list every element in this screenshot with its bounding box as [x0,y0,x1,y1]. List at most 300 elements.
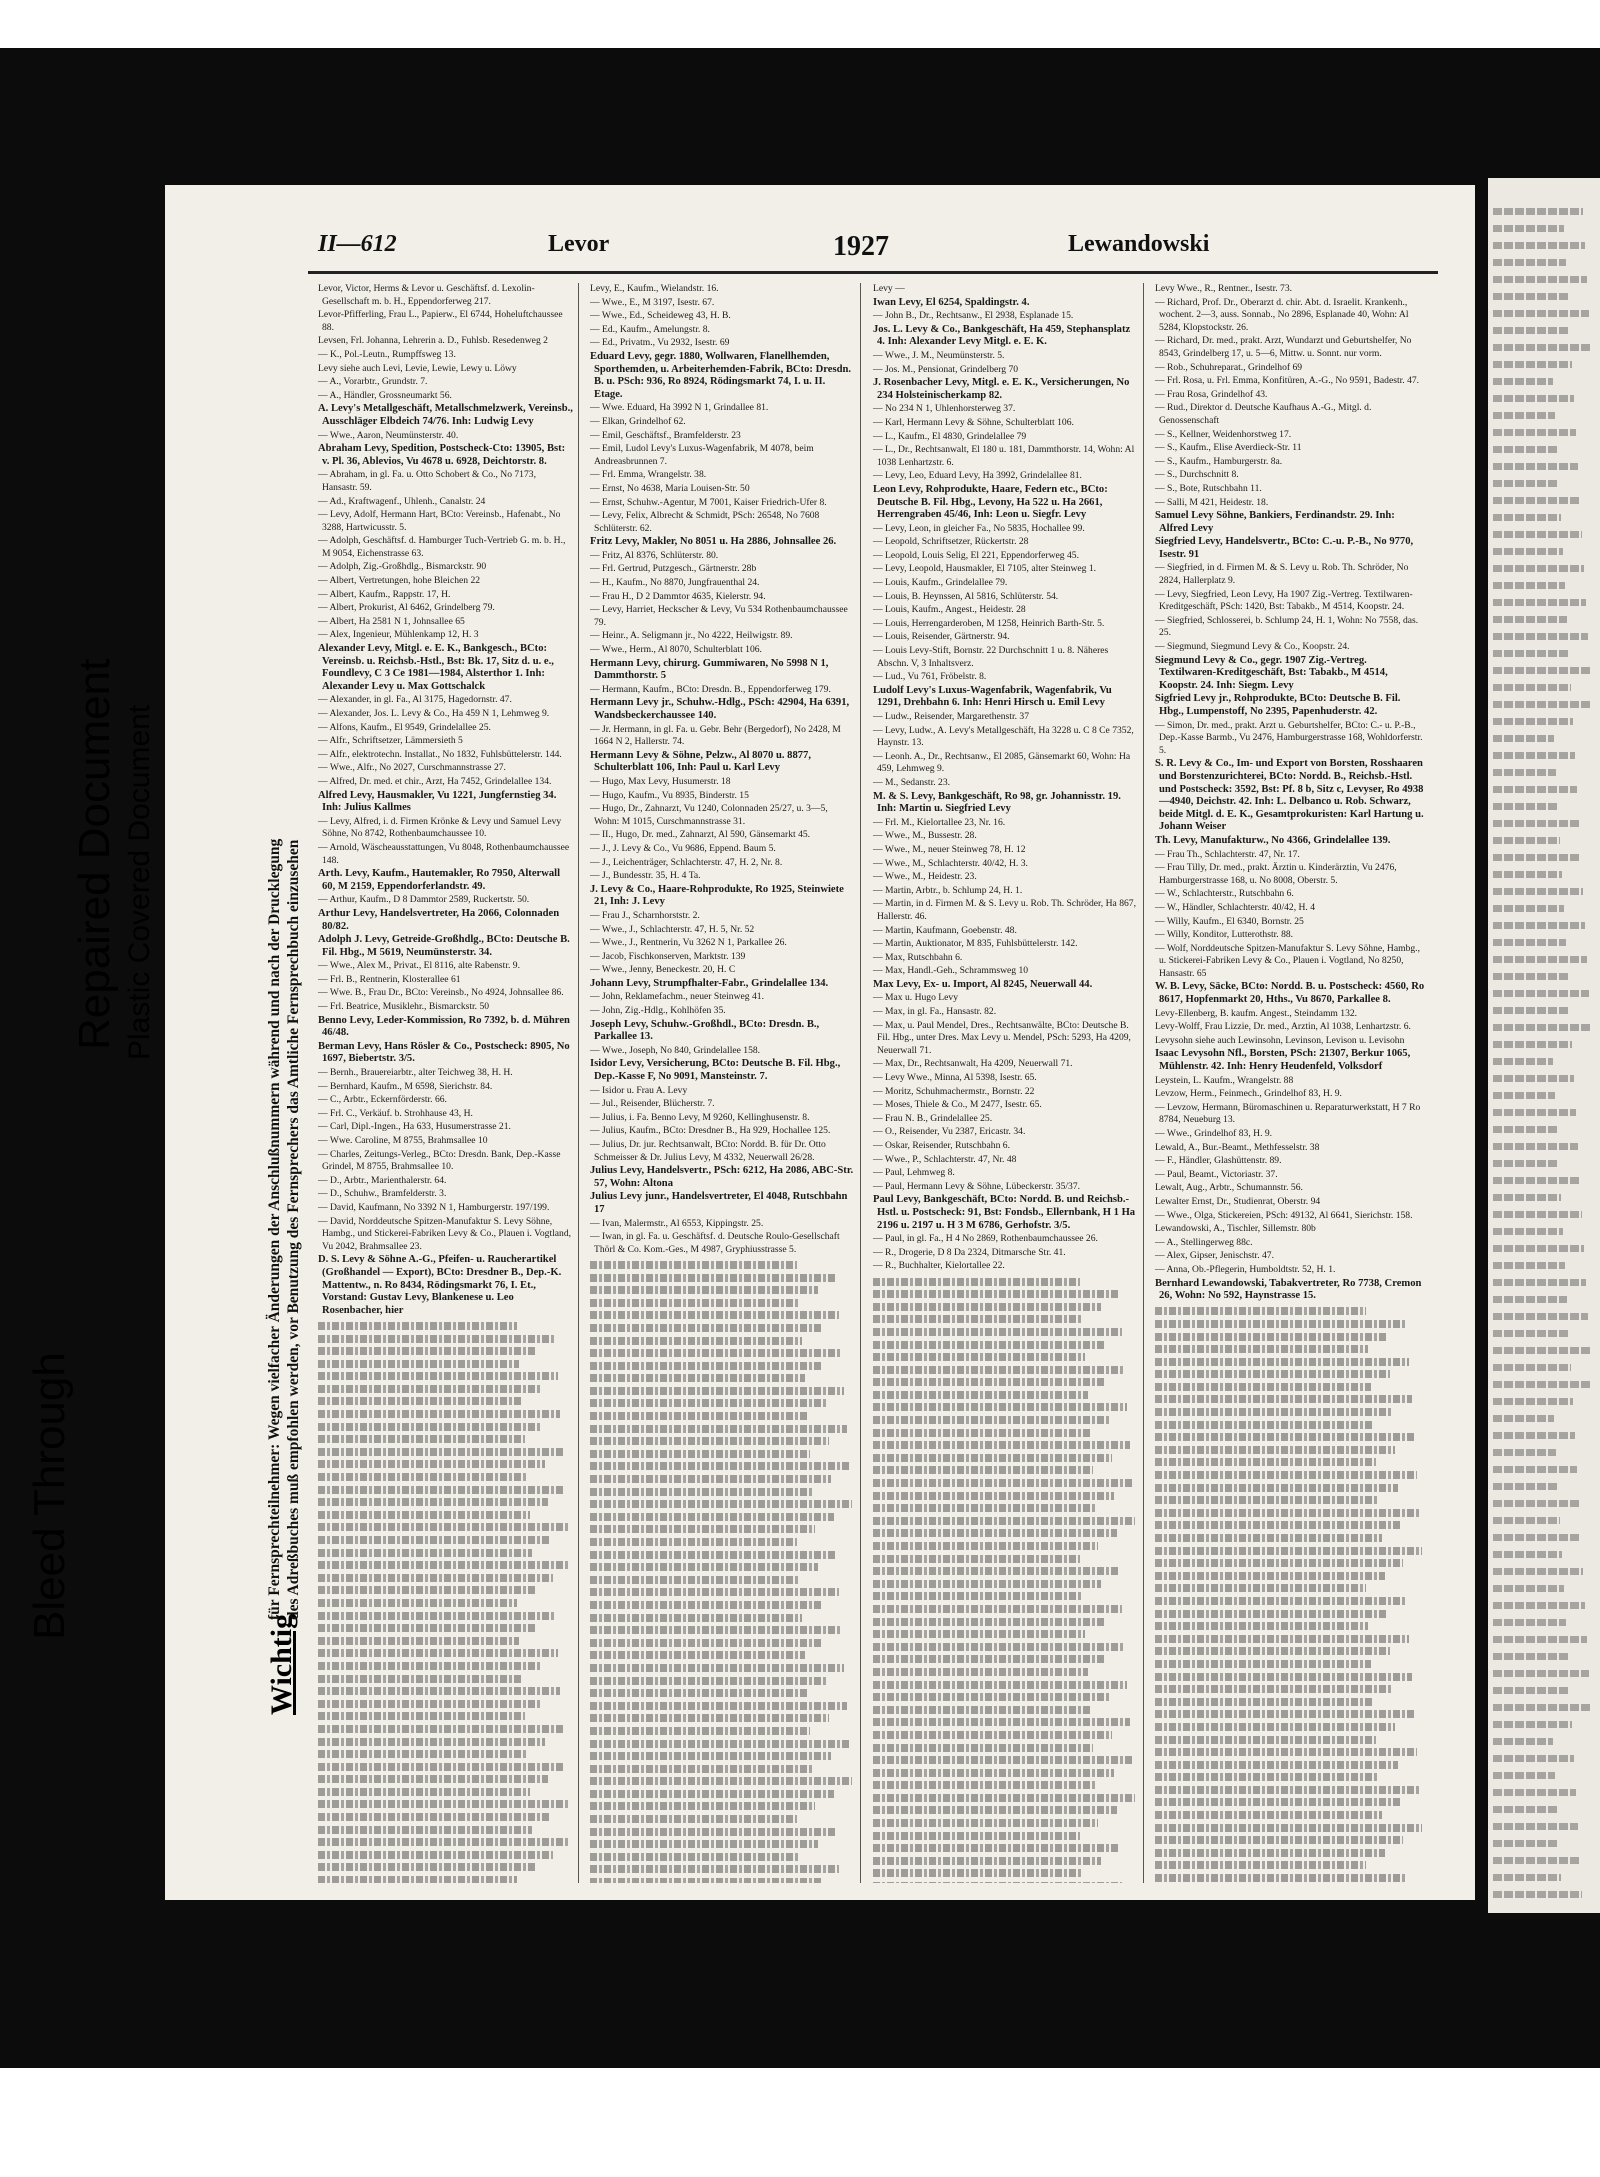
directory-entry: — Ernst, No 4638, Maria Louisen-Str. 50 [590,482,750,494]
facing-page-line [1493,310,1589,317]
facing-page-line [1493,1806,1557,1813]
directory-entry: Adolph J. Levy, Getreide-Großhdlg., BCto: Deutsche B. Fil. Hbg., M 5619, Neumünsterstr. 34. [318,934,570,958]
facing-page-line [1493,1024,1591,1031]
directory-entry: — Frau N. B., Grindelallee 25. [873,1112,993,1124]
directory-entry: Hermann Levy jr., Schuhw.-Hdlg., PSch: 42904, Ha 6391, Wandsbeckerchaussee 140. [590,697,850,721]
directory-entry: — Leonh. A., Dr., Rechtsanw., El 2085, Gänsemarkt 60, Wohn: Ha 459, Lehmweg 9. [873,750,1131,775]
facing-page-line [1493,548,1563,555]
directory-entry: — Heinr., A. Seligmann jr., No 4222, Heilwigstr. 89. [590,630,793,642]
directory-entry: — Willy, Konditor, Lutterothstr. 88. [1155,929,1294,941]
directory-entry: — Max, Handl.-Geh., Schrammsweg 10 [873,965,1029,977]
facing-page-line [1493,650,1569,657]
directory-entry: A. Levy's Metallgeschäft, Metallschmelzwerk, Vereinsb., Ausschläger Elbdeich 74/76. Inh: Ludwig Levy [318,403,573,427]
directory-entry: Samuel Levy Söhne, Bankiers, Ferdinandstr. 29. Inh: Alfred Levy [1155,510,1395,534]
directory-entry: — Julius, i. Fa. Benno Levy, M 9260, Kellinghusenstr. 8. [590,1111,810,1123]
facing-page-line [1493,701,1592,708]
directory-entry: — Paul, Hermann Levy & Söhne, Lübeckerstr. 35/37. [873,1180,1081,1192]
facing-page-edge [1488,178,1600,1913]
directory-entry: — Wwe., Aaron, Neumünsterstr. 40. [318,429,459,441]
facing-page-line [1493,1381,1592,1388]
directory-entry: — D., Arbtr., Marienthalerstr. 64. [318,1174,447,1186]
directory-entry: — Frau J., Scharnhorststr. 2. [590,909,700,921]
facing-page-line [1493,1602,1585,1609]
facing-page-line [1493,990,1589,997]
directory-entry: Jos. L. Levy & Co., Bankgeschäft, Ha 459, Stephansplatz 4. Inh: Alexander Levy Mitgl. e. E. K. [873,323,1131,348]
directory-entry: — Frl. C., Verkäuf. b. Strohhause 43, H. [318,1107,473,1119]
directory-entry: — Emil, Geschäftsf., Bramfelderstr. 23 [590,429,741,441]
directory-entry: — Hugo, Max Levy, Husumerstr. 18 [590,775,731,787]
facing-page-line [1493,735,1554,742]
directory-entry: — Arnold, Wäscheausstattungen, Vu 8048, Rothenbaumchaussee 148. [318,841,570,866]
directory-entry: — Paul, in gl. Fa., H 4 No 2869, Rothenbaumchaussee 26. [873,1233,1098,1245]
directory-entry: — Wwe., Joseph, No 840, Grindelallee 158. [590,1044,761,1056]
directory-entry: Levzow, Herm., Feinmech., Grindelhof 83, H. 9. [1155,1088,1342,1100]
directory-entry: — S., Durchschnitt 8. [1155,469,1239,481]
directory-entry: — O., Reisender, Vu 2387, Ericastr. 34. [873,1126,1026,1138]
directory-entry: — Levy, Felix, Albrecht & Schmidt, PSch: 26548, No 7608 Schlüterstr. 62. [590,510,820,534]
directory-entry: — Bernh., Brauereiarbtr., alter Teichweg 38, H. H. [318,1067,513,1079]
facing-page-line [1493,463,1578,470]
directory-entry: Levy Wwe., R., Rentner., Isestr. 73. [1155,283,1293,294]
facing-page-line [1493,242,1585,249]
facing-page-line [1493,667,1590,674]
directory-entry: Levy, E., Kaufm., Wielandstr. 16. [590,283,719,294]
facing-page-line [1493,1721,1572,1728]
facing-page-line [1493,1840,1559,1847]
directory-entry: — Siegfried, in d. Firmen M. & S. Levy u. Rob. Th. Schröder, No 2824, Hallerplatz 9. [1155,562,1409,587]
directory-entry: — Isidor u. Frau A. Levy [590,1084,688,1096]
directory-entry: — Hugo, Kaufm., Vu 8935, Binderstr. 15 [590,789,749,801]
facing-page-line [1493,1551,1562,1558]
directory-entry: — Louis, Kaufm., Grindelallee 79. [873,577,1008,589]
facing-page-line [1493,514,1561,521]
directory-entry: — Max u. Hugo Levy [873,992,958,1004]
facing-page-line [1493,1194,1561,1201]
directory-entry: — Wwe., E., M 3197, Isestr. 67. [590,296,715,308]
directory-entry: — Frl. Rosa, u. Frl. Emma, Konfitüren, A.-G., No 9591, Badestr. 47. [1155,375,1420,387]
facing-page-line [1493,1245,1584,1252]
directory-entry: — Frau Rosa, Grindelhof 43. [1155,388,1268,400]
directory-entry: Sigfried Levy jr., Rohprodukte, BCto: Deutsche B. Fil. Hbg., Lumpenstoff, No 2395, Papenhuderstr. 42. [1155,693,1401,717]
directory-entry: — Louis, Kaufm., Angest., Heidestr. 28 [873,604,1026,616]
facing-page-line [1493,531,1582,538]
facing-page-line [1493,1619,1566,1626]
directory-entry: Alexander Levy, Mitgl. e. E. K., Bankgesch., BCto: Vereinsb. u. Reichsb.-Hstl., Bst: Bk. 17, Sitz d. u. e., Foundlevy, C 3 Ce 1981—1984, Alsterthor 1. Inh: Alexander Levy u. Max Gottschalck [318,643,554,692]
directory-entry: Abraham Levy, Spedition, Postscheck-Cto: 13905, Bst: v. Pl. 36, Ablevios, Vu 4678 u. 6928, Deichtorstr. 8. [318,443,566,467]
directory-entry: — Rob., Schuhreparat., Grindelhof 69 [1155,361,1303,373]
directory-entry: — Alex, Ingenieur, Mühlenkamp 12, H. 3 [318,629,479,641]
directory-entry: — II., Hugo, Dr. med., Zahnarzt, Al 590, Gänsemarkt 45. [590,829,811,841]
directory-entry: — Louis, Reisender, Gärtnerstr. 94. [873,631,1010,643]
facing-page-line [1493,1449,1556,1456]
facing-page-line [1493,1228,1563,1235]
facing-page-line [1493,446,1557,453]
facing-page-line [1493,1126,1557,1133]
facing-page-line [1493,1347,1590,1354]
facing-page-line [1493,888,1583,895]
directory-entry: — Levy Wwe., Minna, Al 5398, Isestr. 65. [873,1072,1037,1084]
directory-entry: — Alfr., elektrotechn. Installat., No 1832, Fuhlsbüttelerstr. 144. [318,748,562,760]
directory-entry: — L., Kaufm., El 4830, Grindelallee 79 [873,430,1027,442]
facing-page-line [1493,1007,1570,1014]
directory-entry: Siegfried Levy, Handelsvertr., BCto: C.-u. P.-B., No 9770, Isestr. 91 [1155,536,1414,560]
directory-entry: — J., Leichenträger, Schlachterstr. 47, H. 2, Nr. 8. [590,856,783,868]
facing-page-line [1493,259,1566,266]
directory-entry: — J., Bundesstr. 35, H. 4 Ta. [590,870,701,882]
directory-entry: Paul Levy, Bankgeschäft, BCto: Nordd. B. und Reichsb.-Hstl. u. Postscheck: 91, Bst: Fondsb., Ellernbank, H 1 Ha 2196 u. 2197 u. H 3 M 6786, Gerhofstr. 3/5. [873,1194,1136,1231]
facing-page-line [1493,208,1583,215]
facing-page-line [1493,786,1577,793]
facing-page-line [1493,599,1586,606]
facing-page-line [1493,361,1572,368]
directory-entry: — John B., Dr., Rechtsanw., El 2938, Esplanade 15. [873,310,1074,322]
directory-entry: — Hugo, Dr., Zahnarzt, Vu 1240, Colonnaden 25/27, u. 3—5, Wohn: M 1015, Curschmannstrasse 31. [590,803,828,827]
facing-page-line [1493,803,1558,810]
directory-entry: — Wwe., M., neuer Steinweg 78, H. 12 [873,843,1026,855]
directory-entry: — No 234 N 1, Uhlenhorsterweg 37. [873,403,1016,415]
facing-page-line [1493,956,1587,963]
directory-entry: — Emil, Ludol Levy's Luxus-Wagenfabrik, M 4078, beim Andreasbrunnen 7. [590,443,814,467]
directory-entry: — S., Kaufm., Elise Averdieck-Str. 11 [1155,442,1302,454]
directory-entry: — Martin, Arbtr., b. Schlump 24, H. 1. [873,884,1023,896]
facing-page-line [1493,1279,1586,1286]
directory-entry: — Wwe., P., Schlachterstr. 47, Nr. 48 [873,1153,1017,1165]
directory-entry: Lewald, A., Bur.-Beamt., Methfesselstr. 38 [1155,1141,1320,1153]
notice-line: für Fernsprechteilnehmer: Wegen vielfacher Änderungen der Anschlußnummern während und nach der Drucklegung [266,838,283,1620]
vertical-notice [265,290,305,1720]
directory-entry: — Louis, B. Heynssen, Al 5816, Schlüterstr. 54. [873,590,1059,602]
directory-entry: — Levy, Ludw., A. Levy's Metallgeschäft, Ha 3228 u. C 8 Ce 7352, Haynstr. 13. [873,724,1134,749]
directory-entry: — Frau Tilly, Dr. med., prakt. Ärztin u. Kinderärztin, Vu 2476, Hamburgerstrasse 168, u. No 8008, Oberstr. 5. [1155,862,1397,886]
directory-entry: Lewalter Ernst, Dr., Studienrat, Oberstr. 94 [1155,1195,1321,1207]
directory-entry: Fritz Levy, Makler, No 8051 u. Ha 2886, Johnsallee 26. [590,536,837,548]
facing-page-line [1493,1177,1580,1184]
directory-entry: J. Levy & Co., Haare-Rohprodukte, Ro 1925, Steinwiete 21, Inh: J. Levy [590,883,844,908]
directory-entry: Leon Levy, Rohprodukte, Haare, Federn etc., BCto: Deutsche B. Fil. Hbg., Levony, Ha 522 u. Ha 2661, Herrengraben 45/46, Inh: Leon u. Siegfr. Levy [873,483,1108,521]
facing-page-line [1493,1398,1573,1405]
directory-entry: — S., Kellner, Weidenhorstweg 17. [1155,428,1292,440]
directory-entry: Max Levy, Ex- u. Import, Al 8245, Neuerwall 44. [873,978,1093,990]
directory-entry: Levysohn siehe auch Lewinsohn, Levinson, Levison u. Levisohn [1155,1034,1405,1046]
directory-entry: Iwan Levy, El 6254, Spaldingstr. 4. [873,296,1030,308]
facing-page-line [1493,1636,1587,1643]
directory-entry: — Albert, Ha 2581 N 1, Johnsallee 65 [318,615,465,627]
directory-entry: Isidor Levy, Versicherung, BCto: Deutsche B. Fil. Hbg., Dep.-Kasse F, No 9091, Mansteinstr. 7. [590,1058,841,1083]
directory-entry: — A., Stellingerweg 88c. [1155,1236,1253,1248]
directory-entry: Ludolf Levy's Luxus-Wagenfabrik, Wagenfabrik, Vu 1291, Drehbahn 6. Inh: Henri Hirsch u. Emil Levy [873,684,1112,709]
directory-entry: — H., Kaufm., No 8870, Jungfrauenthal 24. [590,577,760,589]
facing-page-line [1493,225,1564,232]
directory-entry: — Leopold, Schriftsetzer, Rückertstr. 28 [873,536,1029,548]
directory-entry: — Max, u. Paul Mendel, Dres., Rechtsanwälte, BCto: Deutsche B. Fil. Hbg., unter Dres. Max Levy u. Mendel, PSch: 5293, Ha 4209, Neuerwall 71. [873,1019,1131,1056]
directory-entry: Alfred Levy, Hausmakler, Vu 1221, Jungfernstieg 34. Inh: Julius Kallmes [318,789,557,814]
facing-page-line [1493,1517,1560,1524]
directory-entry: — Richard, Dr. med., prakt. Arzt, Wundarzt und Geburtshelfer, No 8543, Grindelberg 17, u. 5—6, Mittw. u. Sonnt. nur vorm. [1155,335,1412,359]
directory-entry: — L., Dr., Rechtsanwalt, El 180 u. 181, Dammthorstr. 14, Wohn: Al 1038 Lenhartzstr. 6. [873,444,1135,468]
facing-page-line [1493,395,1574,402]
directory-entry: Siegmund Levy & Co., gegr. 1907 Zig.-Vertreg. Textilwaren-Kreditgeschäft, Bst: Tabakb., M 4514, Koopstr. 24. Inh: Siegm. Levy [1155,654,1388,691]
facing-page-line [1493,480,1559,487]
notice-text [265,839,303,1620]
directory-entry: — Julius, Dr. jur. Rechtsanwalt, BCto: Nordd. B. für Dr. Otto Schmeisser & Dr. Julius Levy, M 4332, Neuerwall 26/28. [590,1139,826,1163]
directory-entry: — Max, in gl. Fa., Hansastr. 82. [873,1006,997,1018]
directory-entry: — Frau Th., Schlachterstr. 47, Nr. 17. [1155,848,1300,860]
directory-entry: — Charles, Zeitungs-Verleg., BCto: Dresdn. Bank, Dep.-Kasse Grindel, M 8755, Brahmsallee 10. [318,1148,561,1173]
facing-page-line [1493,1653,1568,1660]
directory-entry: — Simon, Dr. med., prakt. Arzt u. Geburtshelfer, BCto: C.- u. P.-B., Dep.-Kasse Barmb., Vu 2476, Hamburgerstrasse 168, Wohldorferstr. 5. [1155,719,1423,756]
facing-page-line [1493,1891,1582,1898]
scanner-annotations [25,290,165,1640]
directory-entry: — Julius, Kaufm., BCto: Dresdner B., Ha 929, Hochallee 125. [590,1125,831,1137]
directory-entry: Hermann Levy, chirurg. Gummiwaren, No 5998 N 1, Dammthorstr. 5 [590,657,829,682]
directory-entry: — S., Bote, Rutschbahn 11. [1155,482,1262,494]
directory-entry: — Frl. M., Kielortallee 23, Nr. 16. [873,816,1006,828]
directory-column-3 [868,283,1144,1883]
facing-page-line [1493,1160,1559,1167]
directory-entry: — Wolf, Norddeutsche Spitzen-Manufaktur S. Levy Söhne, Hambg., u. Stickerei-Fabriken Levy & Co., Plauen i. Vogtland, No 8250, Hansastr. 65 [1155,942,1420,979]
facing-page-line [1493,293,1568,300]
facing-page-line [1493,1415,1554,1422]
facing-page-line [1493,344,1591,351]
directory-entry: — W., Händler, Schlachterstr. 40/42, H. 4 [1155,901,1316,913]
directory-entry: — Wwe. Eduard, Ha 3992 N 1, Grindallee 81. [590,402,769,414]
facing-page-line [1493,1109,1576,1116]
text-continuation [868,1278,1143,1883]
facing-page-line [1493,871,1562,878]
facing-page-line [1493,276,1587,283]
facing-page-line [1493,565,1584,572]
notice-title: Wichtig [265,1613,298,1715]
facing-page-line [1493,1772,1555,1779]
directory-entry: Levy — [873,283,905,294]
facing-page-line [1493,837,1560,844]
plastic-covered-label: Plastic Covered Document [123,704,156,1060]
repaired-document-label: Repaired Document [70,658,119,1050]
directory-entry: — Wwe., J., Rentnerin, Vu 3262 N 1, Parkallee 26. [590,937,787,949]
directory-entry: — Frl. Gertrud, Putzgesch., Gärtnerstr. 28b [590,563,757,575]
facing-page-line [1493,582,1565,589]
directory-entry: — Martin, in d. Firmen M. & S. Levy u. Rob. Th. Schröder, Ha 867, Hallerstr. 46. [873,898,1136,922]
directory-entry: — Ludw., Reisender, Margarethenstr. 37 [873,711,1030,722]
directory-entry: — S., Kaufm., Hamburgerstr. 8a. [1155,455,1283,467]
facing-page-line [1493,378,1553,385]
directory-column-2 [585,283,861,1883]
facing-page-line [1493,1857,1580,1864]
directory-entry: Levor-Pfifferling, Frau L., Papierw., El 6744, Hoheluftchaussee 88. [318,309,563,333]
directory-entry: Levy siehe auch Levi, Levie, Lewie, Lewy u. Löwy [318,362,517,374]
directory-entry: — Arthur, Kaufm., D 8 Dammtor 2589, Ruckertstr. 50. [318,894,530,906]
text-continuation [585,1261,860,1883]
directory-entry: — Levy, Alfred, i. d. Firmen Krönke & Levy und Samuel Levy Söhne, No 8742, Rothenbaumchaussee 10. [318,815,562,840]
directory-entry: — John, Zig.-Hdlg., Kohlhöfen 35. [590,1005,726,1017]
directory-entry: — Max, Rutschbahn 6. [873,951,963,963]
facing-page-line [1493,616,1567,623]
directory-entry: — Wwe., J. M., Neumünsterstr. 5. [873,349,1005,361]
page-number: II—612 [318,231,397,257]
directory-entry: — Levy, Leon, in gleicher Fa., No 5835, Hochallee 99. [873,522,1085,534]
directory-entry: — Levy, Leo, Eduard Levy, Ha 3992, Grindelallee 81. [873,470,1082,482]
directory-entry: — Frl. Beatrice, Musiklehr., Bismarckstr. 50 [318,1001,490,1013]
directory-entry: Arth. Levy, Kaufm., Hautemakler, Ro 7950, Alterwall 60, M 2159, Eppendorferlandstr. 49. [318,868,561,892]
directory-entry: — Moritz, Schuhmachermstr., Bornstr. 22 [873,1085,1035,1097]
directory-entry: — Max, Dr., Rechtsanwalt, Ha 4209, Neuerwall 71. [873,1058,1073,1070]
directory-entry: — David, Kaufmann, No 3392 N 1, Hamburgerstr. 197/199. [318,1201,550,1213]
text-continuation [313,1322,578,1883]
facing-page-line [1493,1432,1575,1439]
header-right-word: Lewandowski [1068,231,1210,257]
directory-entry: — Ed., Kaufm., Amelungstr. 8. [590,323,710,335]
directory-entry: — Rud., Direktor d. Deutsche Kaufhaus A.-G., Mitgl. d. Genossenschaft [1155,402,1372,426]
directory-entry: — Alfred, Dr. med. et chir., Arzt, Ha 7452, Grindelallee 134. [318,775,552,787]
header-left-word: Levor [548,231,610,257]
directory-entry: — Paul, Beamt., Victoriastr. 37. [1155,1168,1278,1180]
directory-entry: M. & S. Levy, Bankgeschäft, Ro 98, gr. Johannisstr. 19. Inh: Martin u. Siegfried Levy [873,790,1121,815]
directory-entry: — Willy, Kaufm., El 6340, Bornstr. 25 [1155,915,1304,927]
directory-entry: — Jul., Reisender, Blücherstr. 7. [590,1098,715,1110]
facing-page-line [1493,1534,1581,1541]
directory-entry: — Wwe., M., Schlachterstr. 40/42, H. 3. [873,857,1028,869]
directory-entry: — Alfr., Schriftsetzer, Lämmersieth 5 [318,735,463,747]
directory-entry: — Leopold, Louis Selig, El 221, Eppendorferweg 45. [873,549,1079,561]
directory-entry: — Levy, Adolf, Hermann Hart, BCto: Vereinsb., Hafenabt., No 3288, Hartwicusstr. 5. [318,509,561,533]
directory-entry: S. R. Levy & Co., Im- und Export von Borsten, Rosshaaren und Borstenzurichterei, BCto: Nordd. B., Reichsb.-Hstl. und Postscheck: 3592, Bst: Pf. 8 b, Sitz c, Levyser, Ro 4938—4940, Deichstr. 42. Inh: L. Delbanco u. Rob. Schwarz, beide Mitgl. d. E. K., Gesamtprokuristen: Karl Hartung u. Johann Weiser [1155,758,1424,833]
directory-entry: Lewandowski, A., Tischler, Sillemstr. 80b [1155,1223,1316,1235]
directory-entry: — Carl, Dipl.-Ingen., Ha 633, Husumerstrasse 21. [318,1121,511,1133]
directory-entry: — J., J. Levy & Co., Vu 9686, Eppend. Baum 5. [590,842,776,854]
directory-entry: — Levy, Siegfried, Leon Levy, Ha 1907 Zig.-Vertreg. Textilwaren-Kreditgeschäft, PSch: 1420, Bst: Tabakb., M 4514, Koopstr. 24. [1155,588,1413,613]
directory-entry: — Martin, Kaufmann, Goebenstr. 48. [873,924,1017,936]
directory-entry: — Abraham, in gl. Fa. u. Otto Schobert & Co., No 7173, Hansastr. 59. [318,469,536,493]
facing-page-line [1493,1075,1574,1082]
facing-page-line [1493,769,1556,776]
facing-page-line [1493,1585,1564,1592]
directory-entry: Arthur Levy, Handelsvertreter, Ha 2066, Colonnaden 80/82. [318,907,560,932]
facing-page-line [1493,1704,1591,1711]
directory-entry: — Alexander, in gl. Fa., Al 3175, Hagedornstr. 47. [318,694,512,706]
directory-entry: — Louis, Herrengarderoben, M 1258, Heinrich Barth-Str. 5. [873,617,1105,629]
directory-entry: — Ad., Kraftwagenf., Uhlenh., Canalstr. 24 [318,495,486,507]
facing-page-line [1493,1500,1579,1507]
facing-page-line [1493,1823,1578,1830]
directory-entry: Lewalt, Aug., Arbtr., Schumannstr. 56. [1155,1182,1303,1194]
directory-entry: — John, Reklamefachm., neuer Steinweg 41. [590,991,764,1003]
directory-entry: — Iwan, in gl. Fa. u. Geschäftsf. d. Deutsche Roulo-Gesellschaft Thörl & Co. Kom.-Ges., M 4987, Gryphiusstrasse 5. [590,1231,840,1255]
directory-entry: — Adolph, Zig.-Großhdlg., Bismarckstr. 90 [318,561,487,573]
facing-page-line [1493,752,1575,759]
directory-entry: — Karl, Hermann Levy & Söhne, Schulterblatt 106. [873,416,1074,428]
facing-page-line [1493,1330,1569,1337]
directory-entry: — K., Pol.-Leutn., Rumpffsweg 13. [318,348,456,360]
header-year: 1927 [833,231,889,262]
facing-page-line [1493,973,1568,980]
directory-entry: — Moses, Thiele & Co., M 2477, Isestr. 65. [873,1099,1042,1111]
directory-entry: — Albert, Prokurist, Al 6462, Grindelberg 79. [318,602,495,614]
directory-entry: — R., Drogerie, D 8 Da 2324, Ditmarsche Str. 41. [873,1246,1066,1258]
facing-page-line [1493,1364,1571,1371]
facing-page-line [1493,1313,1588,1320]
directory-entry: — Martin, Auktionator, M 835, Fuhlsbüttelerstr. 142. [873,938,1078,950]
directory-entry: — Paul, Lehmweg 8. [873,1167,955,1179]
directory-entry: — Jacob, Fischkonserven, Marktstr. 139 [590,950,746,962]
facing-page-line [1493,1670,1589,1677]
directory-entry: — Wwe., J., Schlachterstr. 47, H. 5, Nr. 52 [590,923,755,935]
directory-entry: — Ed., Privatm., Vu 2932, Isestr. 69 [590,337,730,349]
directory-entry: — Wwe., Alfr., No 2027, Curschmannstrasse 27. [318,762,506,774]
directory-entry: — Levy, Harriet, Heckscher & Levy, Vu 534 Rothenbaumchaussee 79. [590,604,848,628]
directory-entry: — R., Buchhalter, Kielortallee 22. [873,1260,1005,1272]
facing-page-line [1493,905,1564,912]
directory-entry: — A., Händler, Grossneumarkt 56. [318,389,452,401]
directory-entry: Berman Levy, Hans Rösler & Co., Postscheck: 8905, No 1697, Biebertstr. 3/5. [318,1040,570,1065]
facing-page-line [1493,1143,1578,1150]
directory-entry: — Alexander, Jos. L. Levy & Co., Ha 459 N 1, Lehmweg 9. [318,708,550,719]
directory-entry: Th. Levy, Manufakturw., No 4366, Grindelallee 139. [1155,834,1391,846]
facing-page-line [1493,1568,1583,1575]
facing-page-line [1493,497,1580,504]
directory-entry: — Hermann, Kaufm., BCto: Dresdn. B., Eppendorferweg 179. [590,683,831,695]
directory-entry: D. S. Levy & Söhne A.-G., Pfeifen- u. Raucherartikel (Großhandel — Export), BCto: Dresdner B., Dep.-K. Mattentw., n. Ro 8434, Rödingsmarkt 76, I. Et., Vorstand: Gustav Levy, Blankenese u. Leo Rosenbacher, hier [318,1254,562,1316]
directory-entry: — Fritz, Al 8376, Schlüterstr. 80. [590,549,719,561]
directory-entry: — Wwe., Jenny, Beneckestr. 20, H. C [590,964,736,976]
directory-entry: Leystein, L. Kaufm., Wrangelstr. 88 [1155,1074,1294,1086]
facing-page-line [1493,718,1573,725]
facing-page-line [1493,1058,1553,1065]
facing-page-line [1493,922,1585,929]
facing-page-line [1493,1874,1561,1881]
directory-entry: Hermann Levy & Söhne, Pelzw., Al 8070 u. 8877, Schulterblatt 106, Inh: Paul u. Karl Levy [590,749,811,774]
directory-entry: — A., Vorarbtr., Grundstr. 7. [318,376,428,388]
directory-entry: Levy-Ellenberg, B. kaufm. Angest., Steindamm 132. [1155,1007,1358,1019]
directory-entry: — Wwe., M., Bussestr. 28. [873,830,977,842]
directory-entry: W. B. Levy, Säcke, BCto: Nordd. B. u. Postscheck: 4560, Ro 8617, Hopfenmarkt 20, Hths., Vu 8670, Parkallee 8. [1155,981,1425,1006]
facing-page-line [1493,820,1579,827]
directory-entry: — Wwe., Olga, Stickereien, PSch: 49132, Al 6641, Sierichstr. 158. [1155,1209,1413,1221]
facing-page-line [1493,1789,1576,1796]
directory-entry: Benno Levy, Leder-Kommission, Ro 7392, b. d. Mühren 46/48. [318,1014,570,1039]
facing-page-line [1493,939,1566,946]
directory-entry: — C., Arbtr., Eckernförderstr. 66. [318,1094,447,1106]
text-continuation [1150,1307,1430,1883]
directory-entry: — Salli, M 421, Heidestr. 18. [1155,496,1269,508]
directory-entry: — Wwe. Caroline, M 8755, Brahmsallee 10 [318,1135,488,1146]
directory-entry: — Wwe. B., Frau Dr., BCto: Vereinsb., No 4924, Johnsallee 86. [318,987,564,999]
directory-entry: — Oskar, Reisender, Rutschbahn 6. [873,1140,1010,1151]
facing-page-line [1493,1483,1558,1490]
directory-entry: — Wwe., M., Heidestr. 23. [873,871,977,883]
directory-entry: Johann Levy, Strumpfhalter-Fabr., Grindelallee 134. [590,977,829,989]
directory-entry: — Wwe., Herm., Al 8070, Schulterblatt 106. [590,644,762,656]
notice-line: des Adreßbuches muß empfohlen werden, vor Benutzung des Fernsprechers das Amtliche Fernsprechbuch einzusehen [285,839,302,1620]
directory-entry: — Anna, Ob.-Pflegerin, Humboldtstr. 52, H. 1. [1155,1263,1336,1275]
directory-entry: — Jr. Hermann, in gl. Fa. u. Gebr. Behr (Bergedorf), No 2428, M 1664 N 2, Hallerstr. 74. [590,723,841,748]
directory-entry: Levsen, Frl. Johanna, Lehrerin a. D., Fuhlsb. Resedenweg 2 [318,335,548,347]
directory-entry: — Bernhard, Kaufm., M 6598, Sierichstr. 84. [318,1080,493,1092]
facing-page-line [1493,412,1555,419]
directory-entry: — Ernst, Schuhw.-Agentur, M 7001, Kaiser Friedrich-Ufer 8. [590,496,827,508]
directory-entry: — Alfons, Kaufm., El 9549, Grindelallee 25. [318,721,491,733]
directory-entry: — Louis Levy-Stift, Bornstr. 22 Durchschnitt 1 u. 8. Näheres Abschn. V, 3 Inhaltsverz. [873,645,1109,669]
directory-entry: — Alex, Gipser, Jenischstr. 47. [1155,1250,1274,1262]
directory-entry: — Wwe., Alex M., Privat., El 8116, alte Rabenstr. 9. [318,960,520,972]
facing-page-line [1493,327,1570,334]
facing-page-line [1493,1092,1555,1099]
facing-page-line [1493,1466,1577,1473]
directory-entry: Julius Levy, Handelsvertr., PSch: 6212, Ha 2086, ABC-Str. 57, Wohn: Altona [590,1165,854,1189]
facing-page-line [1493,633,1588,640]
directory-entry: — Jos. M., Pensionat, Grindelberg 70 [873,363,1019,375]
facing-page-line [1493,684,1571,691]
directory-entry: — Frl. B., Rentnerin, Klosterallee 61 [318,973,461,985]
